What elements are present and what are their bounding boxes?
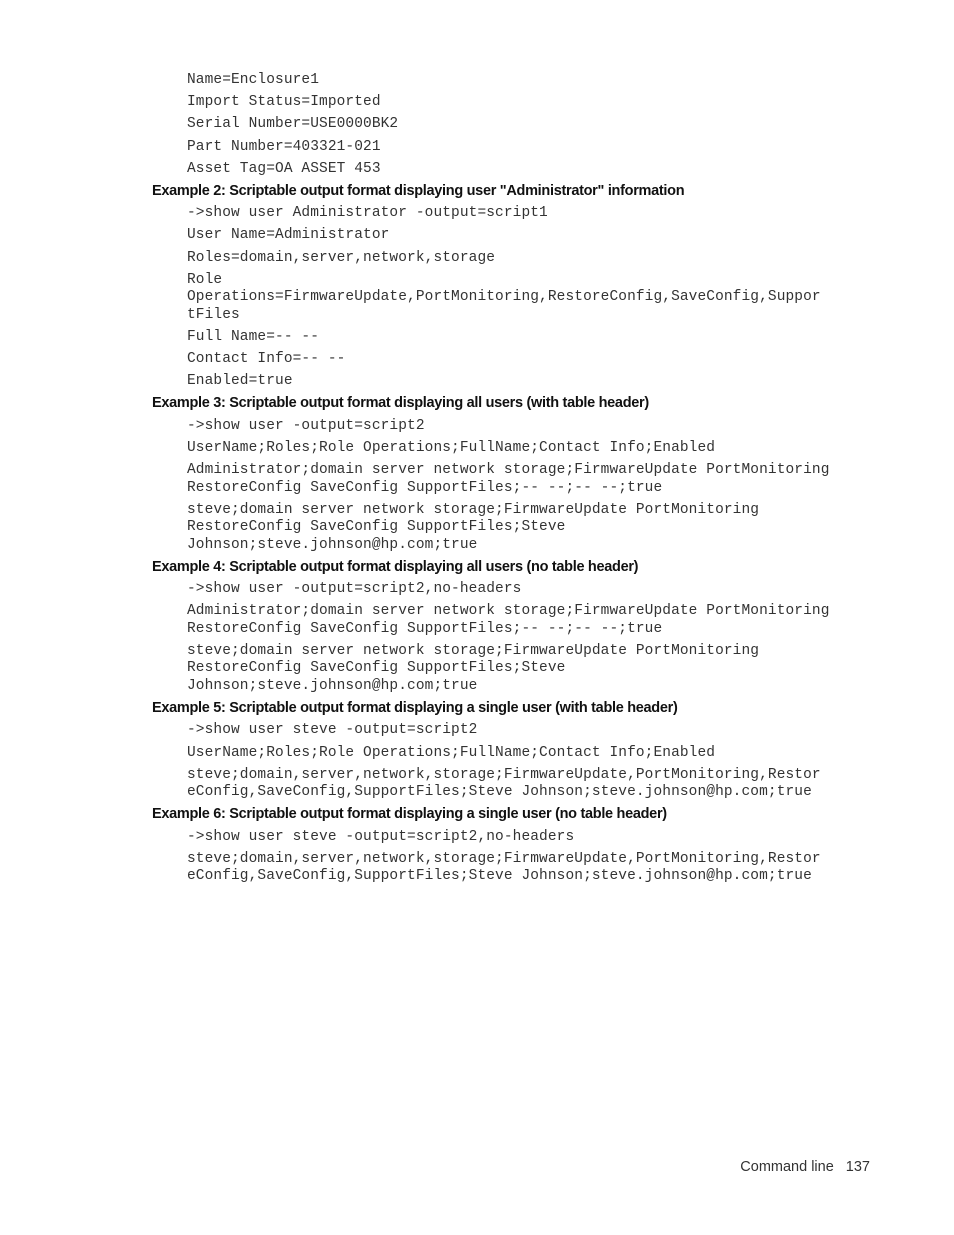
example-heading: Example 4: Scriptable output format displaying all users (no table header) — [152, 558, 639, 575]
code-line: ->show user Administrator -output=script1 — [187, 205, 548, 222]
example-heading: Example 6: Scriptable output format displaying a single user (no table header) — [152, 806, 667, 823]
code-line: Role Operations=FirmwareUpdate,PortMonitoring,RestoreConfig,SaveConfig,Suppor tFiles — [187, 271, 821, 323]
code-line: steve;domain server network storage;FirmwareUpdate PortMonitoring RestoreConfig SaveConfig SupportFiles;Steve Johnson;steve.johnson@hp.com;true — [187, 642, 760, 694]
code-line: steve;domain server network storage;FirmwareUpdate PortMonitoring RestoreConfig SaveConfig SupportFiles;Steve Johnson;steve.johnson@hp.com;true — [187, 501, 760, 553]
code-line: Contact Info=-- -- — [187, 351, 346, 368]
code-line: Serial Number=USE0000BK2 — [187, 116, 399, 133]
page-content — [152, 72, 882, 890]
code-line: Asset Tag=OA ASSET 453 — [187, 160, 381, 177]
example-heading: Example 2: Scriptable output format displaying user "Administrator" information — [152, 182, 685, 199]
code-line: Roles=domain,server,network,storage — [187, 249, 496, 266]
code-line: Import Status=Imported — [187, 94, 381, 111]
example-heading: Example 5: Scriptable output format displaying a single user (with table header) — [152, 700, 678, 717]
code-line: ->show user -output=script2,no-headers — [187, 581, 522, 598]
code-line: Enabled=true — [187, 373, 293, 390]
example-2 — [152, 183, 882, 391]
code-line: steve;domain,server,network,storage;FirmwareUpdate,PortMonitoring,Restor eConfig,SaveConfig,SupportFiles;Steve Johnson;steve.johnson@hp.com;true — [187, 766, 821, 801]
code-line: Part Number=403321-021 — [187, 138, 381, 155]
page-number: 137 — [845, 1159, 870, 1175]
code-line: UserName;Roles;Role Operations;FullName;Contact Info;Enabled — [187, 744, 716, 761]
code-line: UserName;Roles;Role Operations;FullName;Contact Info;Enabled — [187, 439, 716, 456]
code-line: steve;domain,server,network,storage;FirmwareUpdate,PortMonitoring,Restor eConfig,SaveConfig,SupportFiles;Steve Johnson;steve.johnson@hp.com;true — [187, 850, 821, 885]
code-line: Administrator;domain server network storage;FirmwareUpdate PortMonitoring RestoreConfig SaveConfig SupportFiles;-- --;-- --;true — [187, 462, 830, 496]
example-4 — [152, 559, 882, 696]
intro-code-block — [152, 72, 882, 178]
code-line: ->show user steve -output=script2,no-headers — [187, 828, 575, 845]
code-line: User Name=Administrator — [187, 227, 390, 244]
page-footer — [740, 1159, 870, 1175]
example-5 — [152, 700, 882, 802]
example-6 — [152, 806, 882, 885]
footer-section-title: Command line — [740, 1159, 834, 1175]
code-line: Administrator;domain server network storage;FirmwareUpdate PortMonitoring RestoreConfig SaveConfig SupportFiles;-- --;-- --;true — [187, 603, 830, 637]
code-line: Full Name=-- -- — [187, 328, 320, 345]
example-3 — [152, 395, 882, 554]
code-line: Name=Enclosure1 — [187, 72, 320, 88]
example-heading: Example 3: Scriptable output format displaying all users (with table header) — [152, 395, 649, 412]
code-line: ->show user steve -output=script2 — [187, 722, 478, 739]
code-line: ->show user -output=script2 — [187, 417, 425, 434]
